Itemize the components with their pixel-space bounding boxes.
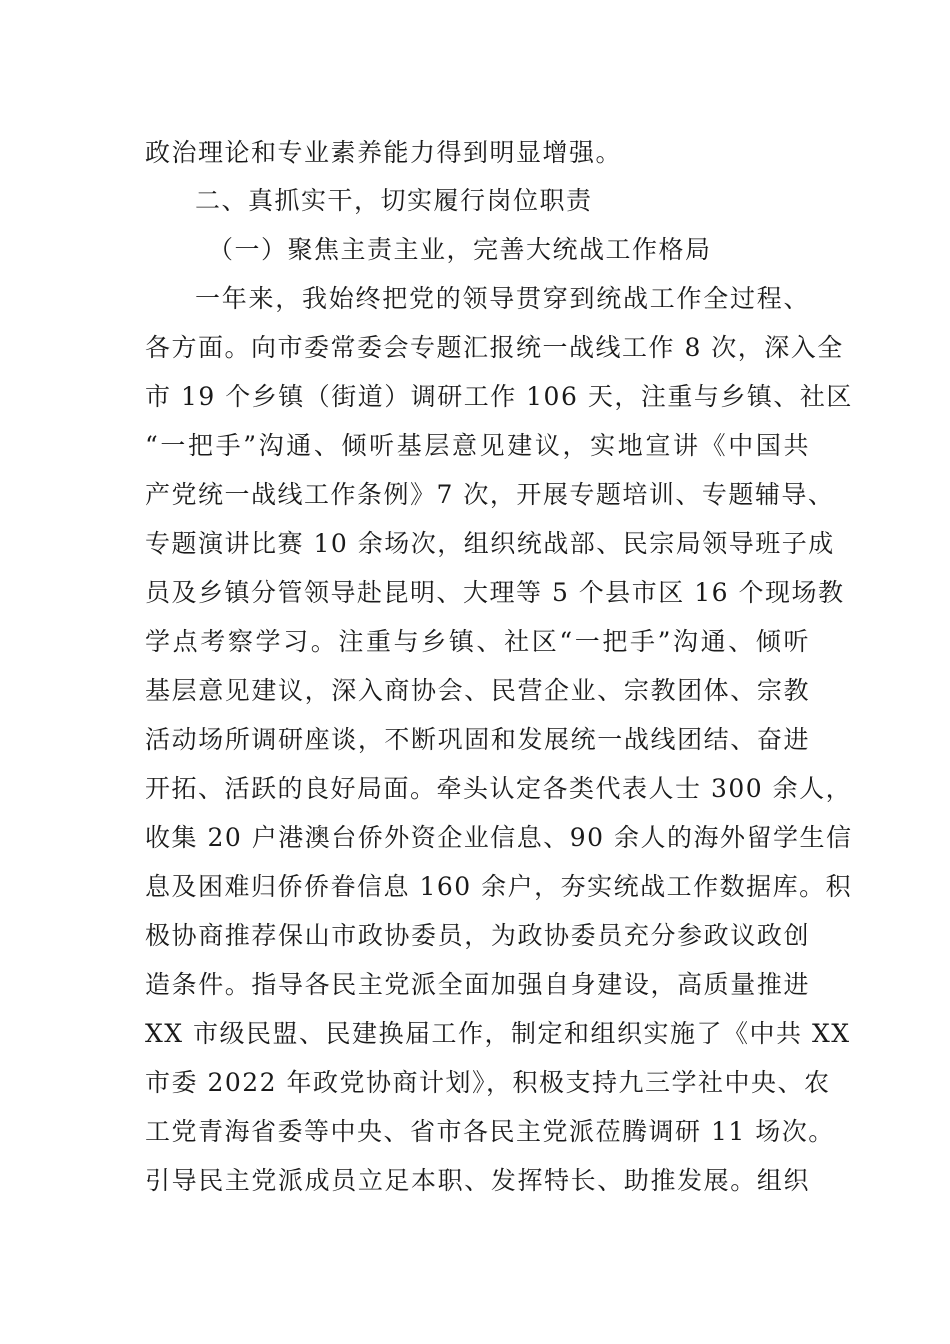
paragraph-line: 市 19 个乡镇（街道）调研工作 106 天，注重与乡镇、社区 [145, 382, 853, 411]
subsection-heading: （一）聚焦主责主业，完善大统战工作格局 [208, 235, 712, 264]
paragraph-line: 学点考察学习。注重与乡镇、社区“一把手”沟通、倾听 [145, 627, 810, 656]
paragraph-line: 收集 20 户港澳台侨外资企业信息、90 余人的海外留学生信 [145, 823, 853, 852]
paragraph-line: 开拓、活跃的良好局面。牵头认定各类代表人士 300 余人， [145, 774, 853, 803]
paragraph-line: 活动场所调研座谈，不断巩固和发展统一战线团结、奋进 [145, 725, 810, 754]
paragraph-line: 引导民主党派成员立足本职、发挥特长、助推发展。组织 [145, 1166, 810, 1195]
paragraph-line: 各方面。向市委常委会专题汇报统一战线工作 8 次，深入全 [145, 333, 844, 362]
paragraph-line: 极协商推荐保山市政协委员，为政协委员充分参政议政创 [145, 921, 810, 950]
paragraph-line: 一年来，我始终把党的领导贯穿到统战工作全过程、 [195, 284, 810, 313]
paragraph-line: 市委 2022 年政党协商计划》，积极支持九三学社中央、农 [145, 1068, 831, 1097]
paragraph-line: XX 市级民盟、民建换届工作，制定和组织实施了《中共 XX [145, 1019, 851, 1048]
paragraph-line: 息及困难归侨侨眷信息 160 余户，夯实统战工作数据库。积 [145, 872, 853, 901]
paragraph-line: 造条件。指导各民主党派全面加强自身建设，高质量推进 [145, 970, 810, 999]
paragraph-line: 工党青海省委等中央、省市各民主党派莅腾调研 11 场次。 [145, 1117, 835, 1146]
paragraph-line: 员及乡镇分管领导赴昆明、大理等 5 个县市区 16 个现场教 [145, 578, 845, 607]
paragraph-line: 专题演讲比赛 10 余场次，组织统战部、民宗局领导班子成 [145, 529, 835, 558]
paragraph-line: 产党统一战线工作条例》7 次，开展专题培训、专题辅导、 [145, 480, 835, 509]
paragraph-line: 政治理论和专业素养能力得到明显增强。 [145, 138, 623, 167]
paragraph-line: “一把手”沟通、倾听基层意见建议，实地宣讲《中国共 [145, 431, 810, 460]
section-heading: 二、真抓实干，切实履行岗位职责 [195, 186, 593, 215]
paragraph-line: 基层意见建议，深入商协会、民营企业、宗教团体、宗教 [145, 676, 810, 705]
